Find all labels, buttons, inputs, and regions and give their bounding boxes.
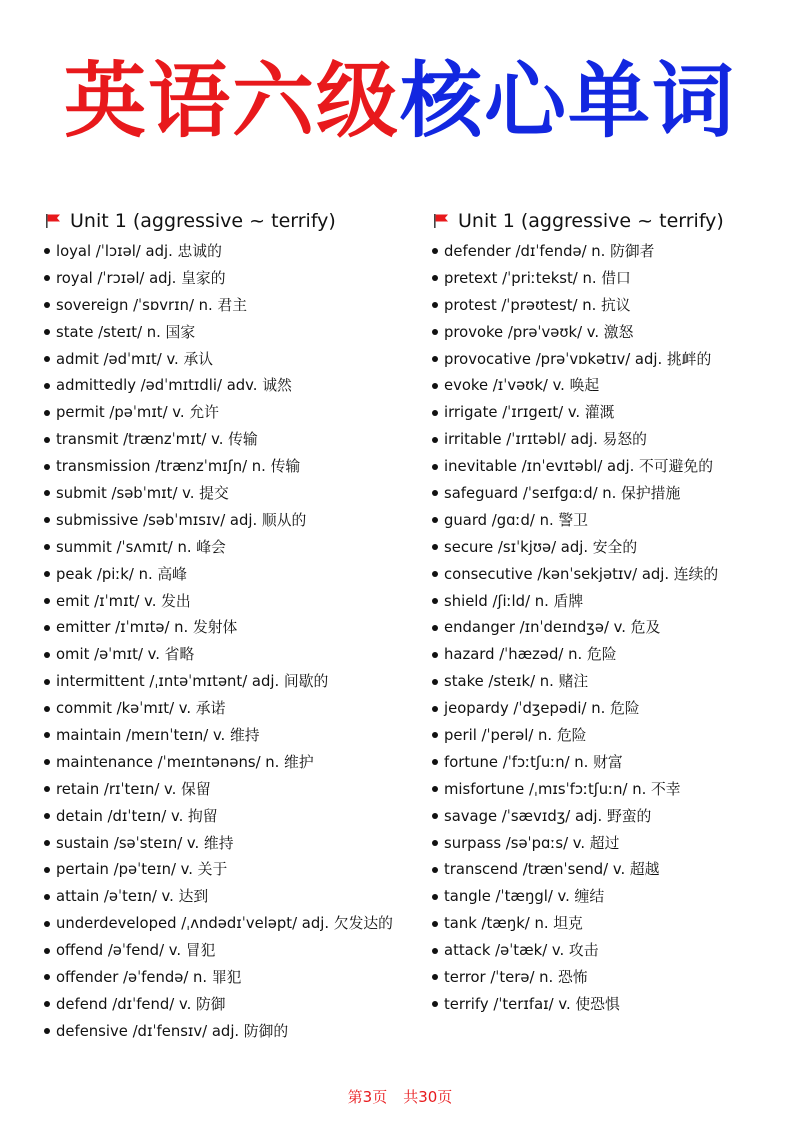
word-entry-text: pretext /ˈpriːtekst/ n. 借口	[444, 269, 631, 287]
word-entry-text: offender /əˈfendə/ n. 罪犯	[56, 968, 242, 986]
word-entry	[44, 560, 424, 587]
bullet-icon	[44, 706, 50, 712]
word-entry-text: defender /dɪˈfendə/ n. 防御者	[444, 242, 655, 260]
bullet-icon	[44, 329, 50, 335]
word-entry-text: emit /ɪˈmɪt/ v. 发出	[56, 592, 191, 610]
word-entry	[432, 318, 800, 345]
word-entry-text: submit /səbˈmɪt/ v. 提交	[56, 484, 229, 502]
word-entry-text: omit /əˈmɪt/ v. 省略	[56, 646, 195, 664]
bullet-icon	[432, 248, 438, 254]
bullet-icon	[44, 894, 50, 900]
word-entry	[432, 963, 800, 990]
bullet-icon	[432, 813, 438, 819]
word-entry	[44, 613, 424, 640]
word-entry-text: jeopardy /ˈdʒepədi/ n. 危险	[444, 700, 640, 718]
word-entry	[44, 398, 424, 425]
word-entry-text: consecutive /kənˈsekjətɪv/ adj. 连续的	[444, 565, 719, 583]
word-entry-text: terror /ˈterə/ n. 恐怖	[444, 968, 588, 986]
word-entry-text: protest /ˈprəʊtest/ n. 抗议	[444, 296, 631, 314]
word-entry-text: transmit /trænzˈmɪt/ v. 传输	[56, 431, 258, 449]
bullet-icon	[44, 652, 50, 658]
word-entry	[432, 802, 800, 829]
bullet-icon	[44, 921, 50, 927]
bullet-icon	[432, 329, 438, 335]
word-entry-text: state /steɪt/ n. 国家	[56, 323, 196, 341]
bullet-icon	[432, 410, 438, 416]
word-entry-text: irrigate /ˈɪrɪgeɪt/ v. 灌溉	[444, 404, 615, 422]
word-entry	[432, 398, 800, 425]
bullet-icon	[44, 410, 50, 416]
word-entry-text: summit /ˈsʌmɪt/ n. 峰会	[56, 538, 226, 556]
word-entry-text: peril /ˈperəl/ n. 危险	[444, 726, 587, 744]
word-entry-text: royal /ˈrɔɪəl/ adj. 皇家的	[56, 269, 226, 287]
bullet-icon	[44, 948, 50, 954]
bullet-icon	[44, 571, 50, 577]
word-entry	[432, 291, 800, 318]
word-entry	[432, 425, 800, 452]
word-entry-text: commit /kəˈmɪt/ v. 承诺	[56, 700, 226, 718]
word-entry	[44, 829, 424, 856]
word-entry-text: intermittent /ˌɪntəˈmɪtənt/ adj. 间歇的	[56, 673, 329, 691]
bullet-icon	[44, 1001, 50, 1007]
word-entry-text: retain /rɪˈteɪn/ v. 保留	[56, 780, 211, 798]
word-entry	[432, 345, 800, 372]
page-number: 第3页	[347, 1088, 388, 1106]
bullet-icon	[432, 571, 438, 577]
word-list	[44, 237, 424, 1044]
word-entry	[432, 533, 800, 560]
word-entry	[44, 1017, 424, 1044]
bullet-icon	[44, 356, 50, 362]
word-entry	[432, 560, 800, 587]
word-entry-text: terrify /ˈterɪfaɪ/ v. 使恐惧	[444, 995, 620, 1013]
word-entry-text: tank /tæŋk/ n. 坦克	[444, 915, 583, 933]
bullet-icon	[44, 625, 50, 631]
bullet-icon	[432, 679, 438, 685]
bullet-icon	[44, 598, 50, 604]
word-entry	[44, 882, 424, 909]
bullet-icon	[44, 974, 50, 980]
word-entry	[432, 829, 800, 856]
word-entry-text: maintain /meɪnˈteɪn/ v. 维持	[56, 726, 260, 744]
word-entry	[44, 506, 424, 533]
bullet-icon	[432, 275, 438, 281]
word-entry	[44, 721, 424, 748]
bullet-icon	[44, 248, 50, 254]
bullet-icon	[44, 302, 50, 308]
word-entry-text: stake /steɪk/ n. 赌注	[444, 673, 589, 691]
word-entry	[432, 506, 800, 533]
word-entry-text: emitter /ɪˈmɪtə/ n. 发射体	[56, 619, 238, 637]
word-entry-text: hazard /ˈhæzəd/ n. 危险	[444, 646, 617, 664]
word-entry-text: safeguard /ˈseɪfgɑːd/ n. 保护措施	[444, 484, 681, 502]
word-entry-text: maintenance /ˈmeɪntənəns/ n. 维护	[56, 753, 314, 771]
word-entry-text: savage /ˈsævɪdʒ/ adj. 野蛮的	[444, 807, 652, 825]
word-entry-text: attack /əˈtæk/ v. 攻击	[444, 942, 599, 960]
word-entry-text: secure /sɪˈkjʊə/ adj. 安全的	[444, 538, 638, 556]
bullet-icon	[432, 706, 438, 712]
bullet-icon	[432, 464, 438, 470]
bullet-icon	[432, 867, 438, 873]
bullet-icon	[432, 598, 438, 604]
word-entry	[44, 694, 424, 721]
word-entry-text: defend /dɪˈfend/ v. 防御	[56, 995, 226, 1013]
word-entry-text: guard /gɑːd/ n. 警卫	[444, 511, 588, 529]
word-entry	[44, 963, 424, 990]
word-entry-text: surpass /səˈpɑːs/ v. 超过	[444, 834, 620, 852]
word-entry-text: detain /dɪˈteɪn/ v. 拘留	[56, 807, 218, 825]
word-entry	[44, 775, 424, 802]
word-entry	[44, 990, 424, 1017]
word-entry-text: admit /ədˈmɪt/ v. 承认	[56, 350, 214, 368]
word-entry-text: sovereign /ˈsɒvrɪn/ n. 君主	[56, 296, 248, 314]
word-entry-text: loyal /ˈlɔɪəl/ adj. 忠诚的	[56, 242, 222, 260]
word-entry	[44, 936, 424, 963]
unit-heading-text: Unit 1 (aggressive ~ terrify)	[458, 210, 724, 232]
bullet-icon	[432, 383, 438, 389]
word-entry	[432, 882, 800, 909]
bullet-icon	[432, 840, 438, 846]
unit-heading	[44, 208, 424, 234]
red-flag-icon	[44, 213, 62, 229]
bullet-icon	[432, 974, 438, 980]
word-entry	[44, 425, 424, 452]
bullet-icon	[44, 275, 50, 281]
bullet-icon	[432, 786, 438, 792]
word-entry	[432, 587, 800, 614]
word-entry-text: provoke /prəˈvəʊk/ v. 激怒	[444, 323, 634, 341]
word-entry	[44, 318, 424, 345]
bullet-icon	[432, 517, 438, 523]
word-entry	[44, 587, 424, 614]
word-entry-text: transmission /trænzˈmɪʃn/ n. 传输	[56, 458, 301, 476]
word-entry-text: provocative /prəˈvɒkətɪv/ adj. 挑衅的	[444, 350, 712, 368]
word-entry-text: peak /piːk/ n. 高峰	[56, 565, 187, 583]
bullet-icon	[432, 490, 438, 496]
word-entry	[432, 694, 800, 721]
word-entry	[432, 452, 800, 479]
page-title	[0, 52, 800, 152]
word-entry	[44, 291, 424, 318]
title-red-part: 英语六级	[63, 54, 400, 149]
word-entry	[44, 640, 424, 667]
word-entry	[432, 613, 800, 640]
bullet-icon	[432, 652, 438, 658]
bullet-icon	[432, 302, 438, 308]
left-column	[44, 208, 424, 1044]
title-blue-part: 核心单词	[400, 54, 737, 149]
bullet-icon	[432, 356, 438, 362]
bullet-icon	[44, 1028, 50, 1034]
word-entry	[432, 855, 800, 882]
bullet-icon	[432, 759, 438, 765]
word-list	[432, 237, 800, 1017]
bullet-icon	[44, 679, 50, 685]
word-entry	[44, 909, 424, 936]
word-entry	[44, 802, 424, 829]
word-entry-text: shield /ʃiːld/ n. 盾牌	[444, 592, 584, 610]
bullet-icon	[432, 921, 438, 927]
word-entry-text: offend /əˈfend/ v. 冒犯	[56, 942, 216, 960]
bullet-icon	[44, 544, 50, 550]
word-entry	[44, 667, 424, 694]
right-column	[432, 208, 800, 1017]
word-entry	[44, 452, 424, 479]
unit-heading-text: Unit 1 (aggressive ~ terrify)	[70, 210, 336, 232]
bullet-icon	[432, 1001, 438, 1007]
word-entry	[432, 237, 800, 264]
bullet-icon	[44, 732, 50, 738]
word-entry	[432, 909, 800, 936]
word-entry-text: tangle /ˈtæŋgl/ v. 缠结	[444, 888, 605, 906]
bullet-icon	[432, 948, 438, 954]
page-footer	[0, 1086, 800, 1107]
word-entry-text: sustain /səˈsteɪn/ v. 维持	[56, 834, 234, 852]
bullet-icon	[44, 840, 50, 846]
word-entry	[432, 640, 800, 667]
word-entry-text: underdeveloped /ˌʌndədɪˈveləpt/ adj. 欠发达的	[56, 915, 393, 933]
word-entry-text: admittedly /ədˈmɪtɪdli/ adv. 诚然	[56, 377, 292, 395]
bullet-icon	[44, 437, 50, 443]
word-entry-text: inevitable /ɪnˈevɪtəbl/ adj. 不可避免的	[444, 458, 713, 476]
bullet-icon	[44, 813, 50, 819]
bullet-icon	[432, 625, 438, 631]
word-entry	[44, 533, 424, 560]
word-entry-text: evoke /ɪˈvəʊk/ v. 唤起	[444, 377, 600, 395]
unit-heading	[432, 208, 800, 234]
page-total: 共30页	[403, 1088, 453, 1106]
bullet-icon	[432, 544, 438, 550]
bullet-icon	[44, 759, 50, 765]
word-entry	[432, 264, 800, 291]
bullet-icon	[432, 437, 438, 443]
word-entry	[44, 371, 424, 398]
word-entry	[432, 936, 800, 963]
red-flag-icon	[432, 213, 450, 229]
word-entry	[432, 479, 800, 506]
word-entry-text: transcend /trænˈsend/ v. 超越	[444, 861, 660, 879]
word-entry-text: fortune /ˈfɔːtʃuːn/ n. 财富	[444, 753, 623, 771]
bullet-icon	[44, 464, 50, 470]
word-entry	[44, 345, 424, 372]
word-entry-text: defensive /dɪˈfensɪv/ adj. 防御的	[56, 1022, 289, 1040]
word-entry-text: misfortune /ˌmɪsˈfɔːtʃuːn/ n. 不幸	[444, 780, 681, 798]
word-entry	[432, 371, 800, 398]
word-entry	[432, 721, 800, 748]
bullet-icon	[432, 732, 438, 738]
bullet-icon	[44, 517, 50, 523]
bullet-icon	[44, 786, 50, 792]
word-entry	[44, 855, 424, 882]
word-entry	[44, 237, 424, 264]
word-entry	[44, 748, 424, 775]
word-entry	[44, 479, 424, 506]
word-entry-text: permit /pəˈmɪt/ v. 允许	[56, 404, 219, 422]
word-entry	[432, 775, 800, 802]
word-entry-text: pertain /pəˈteɪn/ v. 关于	[56, 861, 228, 879]
word-entry-text: submissive /səbˈmɪsɪv/ adj. 顺从的	[56, 511, 307, 529]
bullet-icon	[44, 383, 50, 389]
bullet-icon	[44, 867, 50, 873]
word-entry	[432, 990, 800, 1017]
word-entry-text: endanger /ɪnˈdeɪndʒə/ v. 危及	[444, 619, 661, 637]
word-entry	[44, 264, 424, 291]
bullet-icon	[44, 490, 50, 496]
word-entry	[432, 667, 800, 694]
word-entry-text: irritable /ˈɪrɪtəbl/ adj. 易怒的	[444, 431, 647, 449]
word-entry	[432, 748, 800, 775]
bullet-icon	[432, 894, 438, 900]
word-entry-text: attain /əˈteɪn/ v. 达到	[56, 888, 209, 906]
